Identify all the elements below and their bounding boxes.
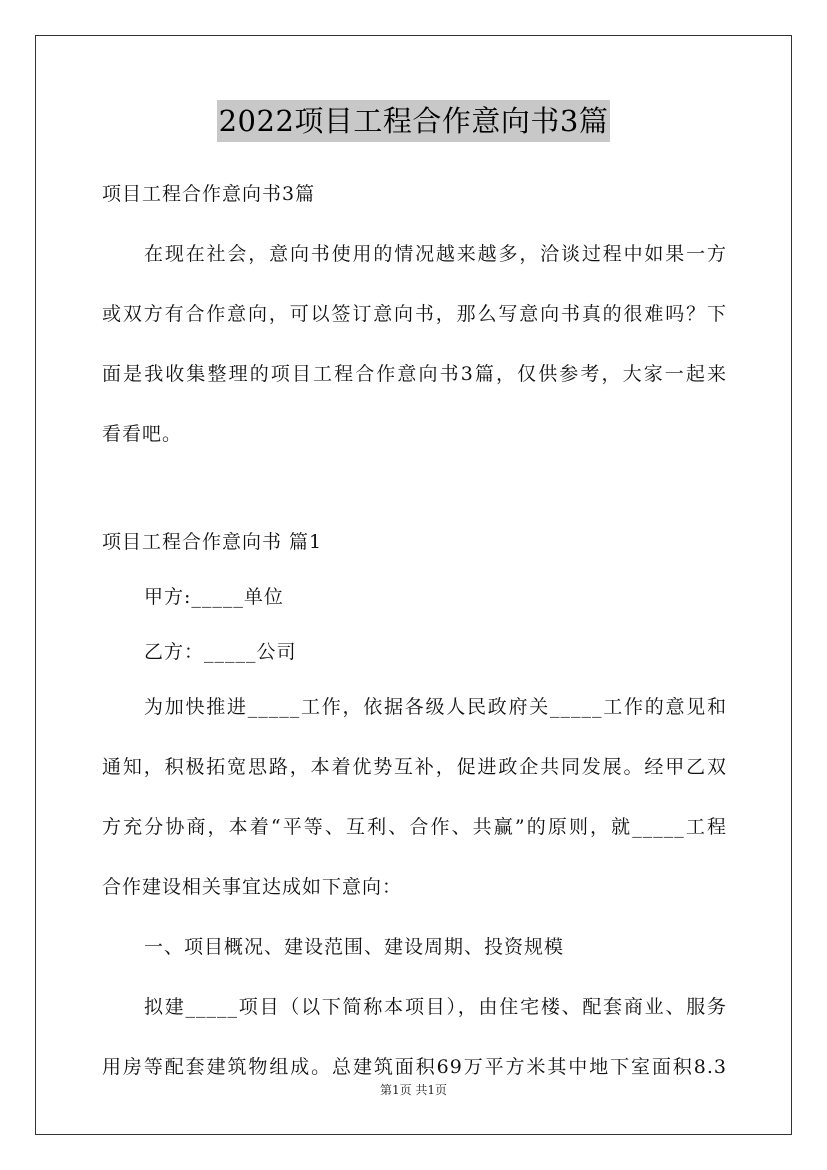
item-line: 用房等配套建筑物组成。总建筑面积69万平方米其中地下室面积8.3 xyxy=(102,1056,727,1078)
document-body xyxy=(102,170,727,1103)
section-heading: 项目工程合作意向书 篇1 xyxy=(102,531,323,553)
intro-line: 面是我收集整理的项目工程合作意向书3篇，仅供参考，大家一起来 xyxy=(102,363,727,385)
intro-line: 或双方有合作意向，可以签订意向书，那么写意向书真的很难吗？下 xyxy=(102,303,727,325)
document-title: 2022项目工程合作意向书3篇 xyxy=(217,100,611,142)
party-a-line: 甲方:_____单位 xyxy=(144,586,284,608)
party-b-line: 乙方：_____公司 xyxy=(144,641,297,663)
intro-line: 在现在社会，意向书使用的情况越来越多，洽谈过程中如果一方 xyxy=(144,243,727,265)
body-line: 通知，积极拓宽思路，本着优势互补，促进政企共同发展。经甲乙双 xyxy=(102,756,727,778)
body-line: 方充分协商，本着“平等、互利、合作、共赢”的原则，就_____工程 xyxy=(102,816,727,838)
intro-line: 看看吧。 xyxy=(102,423,183,445)
title-wrap xyxy=(0,100,827,142)
page-footer: 第1页 共1页 xyxy=(379,1083,448,1097)
body-line: 为加快推进_____工作，依据各级人民政府关_____工作的意见和 xyxy=(144,696,727,718)
body-line: 合作建设相关事宜达成如下意向： xyxy=(102,876,403,898)
paragraph-gap xyxy=(102,470,727,518)
document-subtitle: 项目工程合作意向书3篇 xyxy=(102,183,316,205)
item-heading: 一、项目概况、建设范围、建设周期、投资规模 xyxy=(144,936,565,958)
item-line: 拟建_____项目（以下简称本项目），由住宅楼、配套商业、服务 xyxy=(144,996,727,1018)
